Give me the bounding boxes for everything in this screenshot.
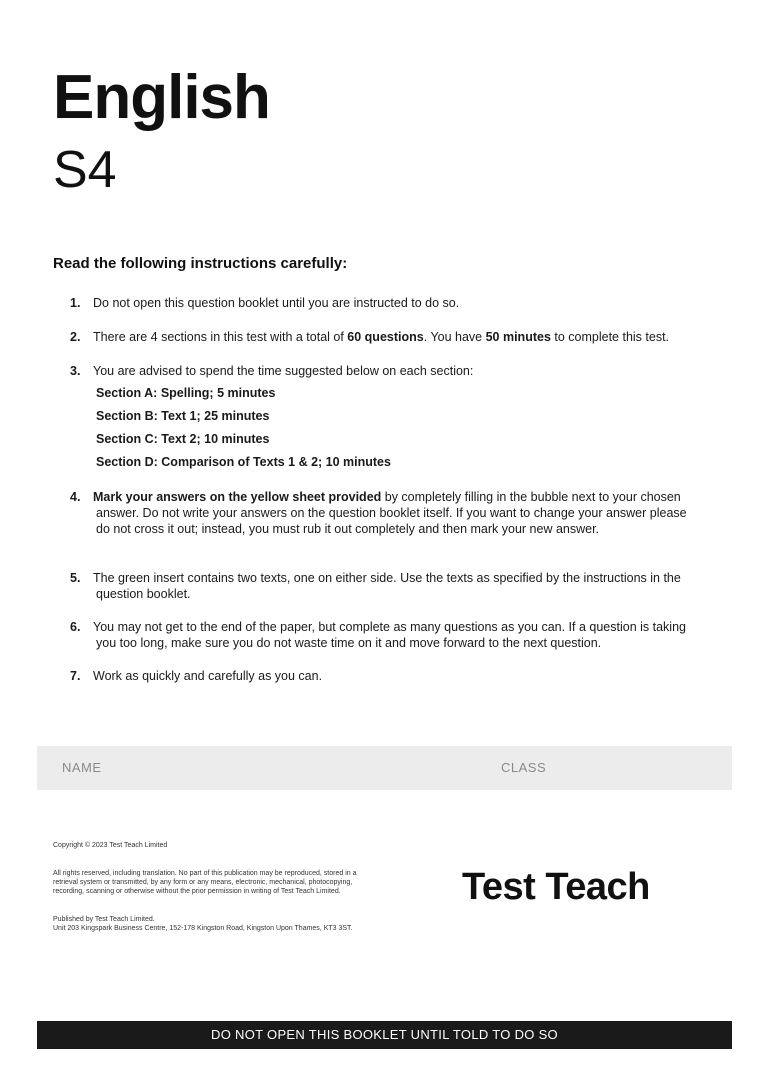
instruction-text: You may not get to the end of the paper, but complete as many questions as you can. If a question is taking you too long, make sure you do not waste time on it and move forward to the next question.: [93, 620, 686, 650]
page-title: English: [53, 63, 270, 132]
instruction-number: 1.: [70, 296, 81, 310]
grade-subtitle: S4: [53, 141, 117, 199]
instruction-text-part: There are 4 sections in this test with a total of: [93, 330, 348, 344]
instruction-text: [70, 329, 700, 345]
instruction-number: 5.: [70, 571, 81, 585]
time-limit: 50 minutes: [485, 330, 551, 344]
instruction-number: 2.: [70, 330, 81, 344]
instruction-number: 6.: [70, 620, 81, 634]
footer-banner: DO NOT OPEN THIS BOOKLET UNTIL TOLD TO DO SO: [37, 1021, 732, 1049]
instruction-text: The green insert contains two texts, one on either side. Use the texts as specified by the instructions in the question booklet.: [93, 571, 681, 601]
instruction-6: [70, 619, 700, 651]
instruction-3: [70, 363, 700, 379]
copyright-line: Copyright © 2023 Test Teach Limited: [53, 842, 168, 849]
section-timing-item: Section B: Text 1; 25 minutes: [96, 409, 270, 423]
section-timing-item: Section A: Spelling; 5 minutes: [96, 386, 276, 400]
question-count: 60 questions: [347, 330, 424, 344]
name-class-field[interactable]: [37, 746, 732, 790]
instruction-text: You are advised to spend the time suggested below on each section:: [93, 364, 474, 378]
instruction-text: Work as quickly and carefully as you can.: [93, 669, 323, 683]
name-label: NAME: [62, 760, 102, 775]
instruction-7: [70, 668, 700, 684]
instruction-5: [70, 570, 700, 602]
instruction-4: [70, 489, 700, 537]
class-label: CLASS: [501, 760, 547, 775]
instruction-text-part: to complete this test.: [550, 330, 670, 344]
section-timing-item: Section D: Comparison of Texts 1 & 2; 10 minutes: [96, 455, 391, 469]
instruction-number: 3.: [70, 364, 81, 378]
instruction-text: [70, 489, 700, 537]
instruction-text: Do not open this question booklet until you are instructed to do so.: [93, 296, 460, 310]
instruction-number: 4.: [70, 490, 81, 504]
publisher-address: Unit 203 Kingspark Business Centre, 152-178 Kingston Road, Kingston Upon Thames, KT3 3ST.: [53, 925, 353, 932]
test-teach-logo: Test Teach: [462, 866, 650, 908]
answer-sheet-note: Mark your answers on the yellow sheet provided: [93, 490, 382, 504]
instruction-2: [70, 329, 700, 345]
rights-notice: All rights reserved, including translation. No part of this publication may be reproduced, stored in a retrieval system or transmitted, by any form or any means, electronic, mechanical, photocopying, recording, scanning or otherwise without the prior permission in writing of Test Teach Limited.: [53, 870, 357, 895]
instruction-number: 7.: [70, 669, 81, 683]
instruction-1: [70, 295, 700, 311]
instruction-text-part: by completely filling in the bubble next to your chosen answer. Do not write your answers on the question booklet itself. If you want to change your answer please do not cross it out; instead, you must rub it out completely and then mark your new answer.: [96, 490, 687, 536]
instruction-text-part: . You have: [423, 330, 486, 344]
section-timing-list: [96, 385, 391, 477]
section-timing-item: Section C: Text 2; 10 minutes: [96, 432, 270, 446]
publisher-line: Published by Test Teach Limited.: [53, 916, 155, 923]
instructions-heading: Read the following instructions carefully:: [53, 255, 348, 272]
